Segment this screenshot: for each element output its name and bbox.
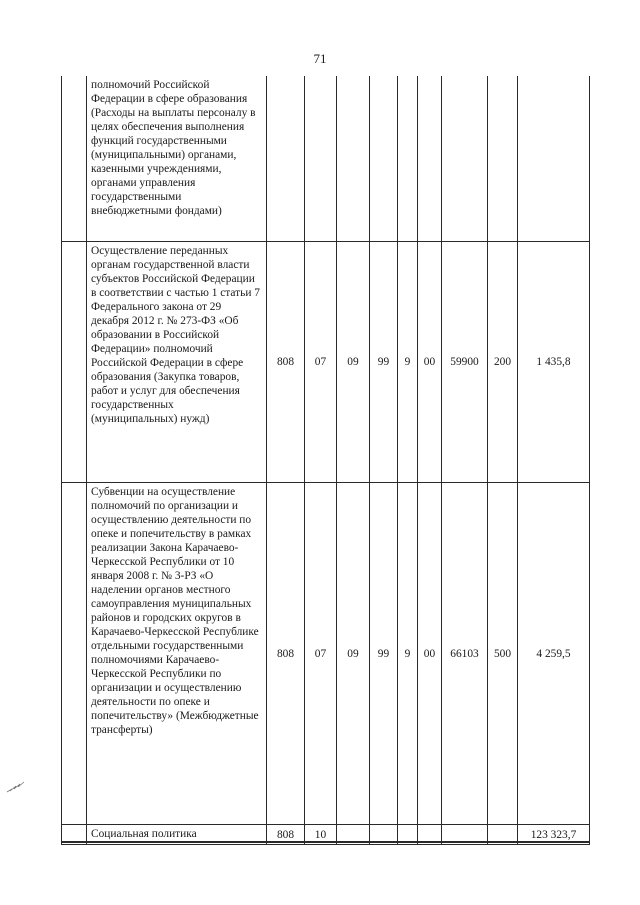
csr-part-1 <box>370 76 398 242</box>
ved-cell: 808 <box>267 242 305 483</box>
table-bottom-rule <box>61 841 589 843</box>
index-cell <box>62 76 87 242</box>
ved-cell: 808 <box>267 483 305 825</box>
csr-part-2: 9 <box>398 483 418 825</box>
row-name: Осуществление переданных органам государственной власти субъектов Российской Федерации в соответствии с частью 1 статьи 7 Федерального закона от 29 декабря 2012 г. № 273-ФЗ «Об образовании в Российской Федерации» полномочий Российской Федерации в сфере образования (Закупка товаров, работ и услуг для обеспечения государственных (муниципальных) нужд) <box>87 242 267 483</box>
vr-cell: 500 <box>488 483 518 825</box>
vr-cell <box>488 76 518 242</box>
sum-cell: 4 259,5 <box>518 483 590 825</box>
rz-cell: 07 <box>305 483 337 825</box>
csr-part-2: 9 <box>398 242 418 483</box>
csr-part-1: 99 <box>370 483 398 825</box>
table-row <box>62 242 590 483</box>
sum-cell: 123 323,7 <box>518 825 590 845</box>
ved-cell <box>267 76 305 242</box>
csr-part-2 <box>398 76 418 242</box>
csr-part-3: 00 <box>418 242 442 483</box>
csr-part-1: 99 <box>370 242 398 483</box>
scan-artifact-mark <box>6 780 26 794</box>
ved-cell: 808 <box>267 825 305 845</box>
index-cell <box>62 483 87 825</box>
sum-cell: 1 435,8 <box>518 242 590 483</box>
table-row <box>62 76 590 242</box>
pr-cell <box>337 76 370 242</box>
csr-part-4: 66103 <box>442 483 488 825</box>
sum-cell <box>518 76 590 242</box>
csr-part-4: 59900 <box>442 242 488 483</box>
rz-cell: 07 <box>305 242 337 483</box>
row-name: Социальная политика <box>87 825 267 845</box>
rz-cell <box>305 76 337 242</box>
vr-cell: 200 <box>488 242 518 483</box>
rz-cell: 10 <box>305 825 337 845</box>
row-name: Субвенции на осуществление полномочий по организации и осуществлению деятельности по опеке и попечительству в рамках реализации Закона Карачаево-Черкесской Республики от 10 января 2008 г. № 3-РЗ «О наделении органов местного самоуправления муниципальных районов и городских округов в Карачаево-Черкесской Республике отдельными государственными полномочиями Карачаево-Черкесской Республики по организации и осуществлению деятельности по опеке и попечительству» (Межбюджетные трансферты) <box>87 483 267 825</box>
csr-part-4 <box>442 76 488 242</box>
csr-part-3: 00 <box>418 483 442 825</box>
pr-cell: 09 <box>337 242 370 483</box>
pr-cell: 09 <box>337 483 370 825</box>
page-number: 71 <box>313 51 327 66</box>
table-row <box>62 483 590 825</box>
index-cell <box>62 242 87 483</box>
csr-part-3 <box>418 76 442 242</box>
budget-table <box>61 76 590 845</box>
row-name: полномочий Российской Федерации в сфере образования (Расходы на выплаты персоналу в целях обеспечения выполнения функций государственными (муниципальными) органами, казенными учреждениями, органами управления государственными внебюджетными фондами) <box>87 76 267 242</box>
